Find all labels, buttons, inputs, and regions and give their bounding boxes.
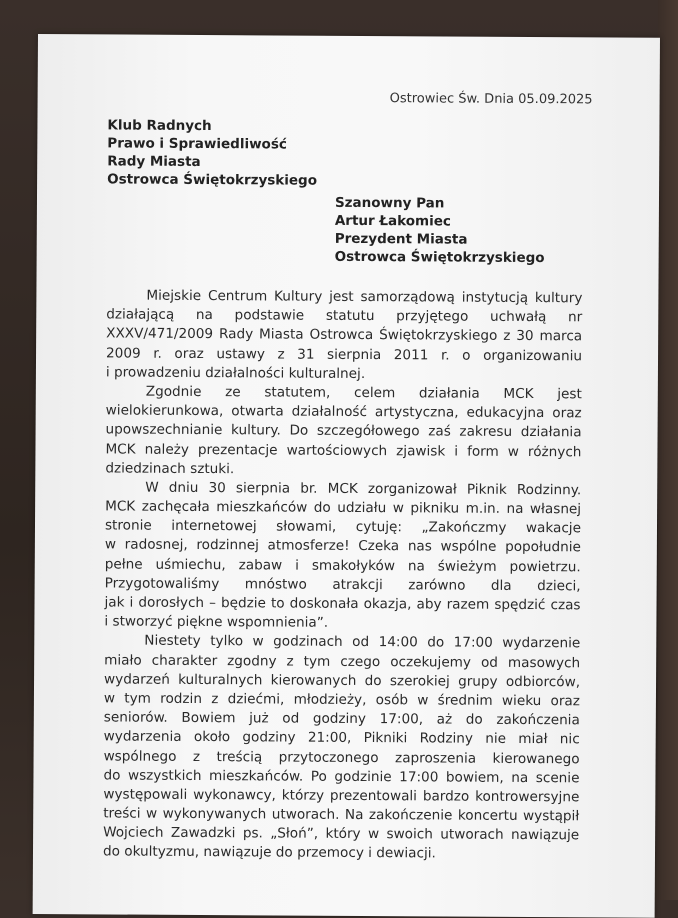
body-line: seniorów. Bowiem już od godziny 17:00, aż do zakończenia [103,709,580,729]
addressee-line: Ostrowca Świętokrzyskiego [334,248,545,267]
body-line: Miejskie Centrum Kultury jest samorządową instytucją kultury [146,287,583,307]
body-line: Przygotowaliśmy mnóstwo atrakcji zarówno dla dzieci, [104,575,581,595]
body-line: wydarzenia około godziny 21:00, Pikniki Rodziny nie miał nic [103,728,580,748]
letter-page [33,34,660,918]
body-line: treści w wykonywanych utworach. Na zakończenie koncertu wystąpił [103,805,580,825]
body-line: występowali wykonawcy, którzy prezentowali bardzo kontrowersyjne [103,786,580,806]
body-line: XXXV/471/2009 Rady Miasta Ostrowca Świętokrzyskiego z 30 marca [106,325,583,345]
sender-line: Prawo i Sprawiedliwość [107,135,287,153]
letter-body [103,286,583,865]
body-line: dziedzinach sztuki. [105,460,235,477]
addressee-line: Artur Łakomiec [334,212,451,230]
sender-line: Klub Radnych [107,117,212,135]
body-line: Niestety tylko w godzinach od 14:00 do 17:00 wydarzenie [144,633,581,652]
body-line: wspólnego z treścią przytoczonego zaproszenia kierowanego [103,747,580,767]
body-line: i prowadzeniu działalności kulturalnej. [105,364,366,382]
body-line: Zgodnie ze statutem, celem działania MCK jest [145,383,582,403]
body-line: W dniu 30 sierpnia br. MCK zorganizował Piknik Rodzinny. [145,479,582,499]
body-line: do wszystkich mieszkańców. Po godzinie 17:00 bowiem, na scenie [103,767,580,787]
body-line: wydarzeń kulturalnych kierowanych do szerokiej grupy odbiorców, [104,671,581,691]
body-line: pełne uśmiechu, zabaw i smakołyków na świeżym powietrzu. [104,556,581,575]
body-line: miało charakter zgodny z tym czego oczekujemy od masowych [104,651,581,671]
body-line: w tym rodzin z dziećmi, młodzieży, osób w średnim wieku oraz [103,690,580,710]
body-line: 2009 r. oraz ustawy z 31 sierpnia 2011 r. o organizowaniu [106,344,583,364]
desk-background [658,0,678,900]
body-line: upowszechnianie kultury. Do szczegółowego zaś zakresu działania [105,421,582,441]
body-line: jak i dorosłych – będzie to doskonała okazja, aby razem spędzić czas [104,594,581,614]
body-line: MCK zachęcała mieszkańców do udziału w pikniku m.in. na własnej [105,498,582,518]
addressee-block [335,194,545,267]
body-line: wielokierunkowa, otwarta działalność artystyczna, edukacyjna oraz [105,402,582,422]
body-line: w radosnej, rodzinnej atmosferze! Czeka nas wspólne popołudnie [104,536,581,556]
body-line: stronie internetowej słowami, cytuję: „Zakończmy wakacje [104,517,582,537]
sender-line: Rady Miasta [107,153,201,170]
addressee-line: Prezydent Miasta [334,230,468,248]
sender-line: Ostrowca Świętokrzyskiego [107,171,318,189]
sender-block [107,116,317,189]
body-line: działającą na podstawie statutu przyjętego uchwałą nr [106,306,583,326]
body-line: do okultyzmu, nawiązuje do przemocy i dewiacji. [102,843,436,862]
body-line: i stworzyć piękne wspomnienia”. [104,613,329,631]
date-line: Ostrowiec Św. Dnia 05.09.2025 [389,91,593,108]
addressee-line: Szanowny Pan [334,194,445,212]
body-line: MCK należy prezentacje wartościowych zjawisk i form w różnych [105,440,582,460]
body-line: Wojciech Zawadzki ps. „Słoń”, który w swoich utworach nawiązuje [103,824,580,844]
